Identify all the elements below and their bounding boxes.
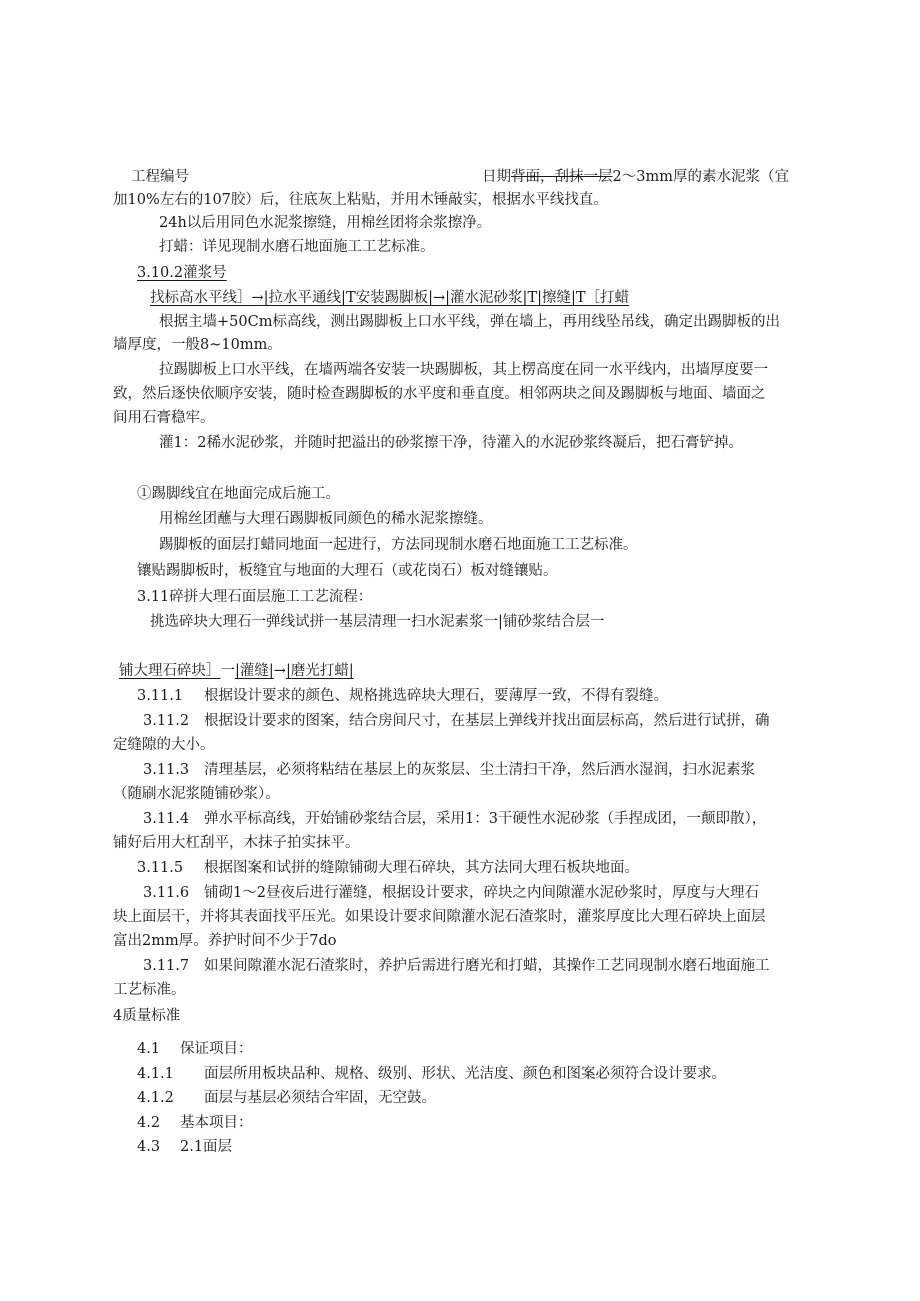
item-text: 根据设计要求的颜色、规格挑选碎块大理石，要薄厚一致，不得有裂缝。 xyxy=(204,688,668,704)
item-text: 定缝隙的大小。 xyxy=(113,737,215,753)
quality-item-number: 4.1 xyxy=(137,1041,161,1057)
paragraph-line: 24h以后用同色水泥浆擦缝，用棉丝团将余浆擦净。 xyxy=(159,215,492,231)
item-text: 块上面层干，并将其表面找平压光。如果设计要求间隙灌水泥石渣浆时，灌浆厚度比大理石碎块上面层 xyxy=(113,909,766,925)
section-heading-4: 4质量标准 xyxy=(113,1008,181,1024)
quality-item-text: 2.1面层 xyxy=(180,1139,233,1155)
section-heading-3-11: 3.11碎拼大理石面层施工工艺流程： xyxy=(137,589,373,605)
note-line: 镶贴踢脚板时，板缝宜与地面的大理石（或花岗石）板对缝镶贴。 xyxy=(137,563,558,579)
date-and-text-line xyxy=(482,170,789,185)
paragraph-line: 根据主墙+50Cm标高线，测出踢脚板上口水平线，弹在墙上，再用线坠吊线，确定出踢脚板的出 xyxy=(159,314,780,330)
item-number: 3.11.1 xyxy=(137,688,184,704)
quality-item-text: 保证项目： xyxy=(180,1041,253,1057)
item-text: （随刷水泥浆随铺砂浆）。 xyxy=(113,786,280,802)
quality-item-number: 4.2 xyxy=(137,1115,161,1131)
quality-item-number: 4.1.2 xyxy=(137,1090,174,1106)
flow-step: |拉水平通线| xyxy=(263,290,346,306)
item-text: 富出2mm厚。养护时间不少于7do xyxy=(113,933,337,949)
paragraph-line: 致，然后逐快依顺序安装，随时检查踢脚板的水平度和垂直度。相邻两块之间及踢脚板与地面、墙面之 xyxy=(113,386,766,402)
note-line: ①踢脚线宜在地面完成后施工。 xyxy=(137,486,340,502)
item-text: 根据设计要求的图案，结合房间尺寸，在基层上弹线并找出面层标高，然后进行试拼，确 xyxy=(204,713,770,729)
item-number: 3.11.3 xyxy=(143,762,190,778)
flow-arrow: 一 xyxy=(220,663,235,679)
line1-rest: 2～3mm厚的素水泥浆（宜 xyxy=(612,169,789,185)
item-text: 弹水平标高线，开始铺砂浆结合层，采用1：3干硬性水泥砂浆（手捏成团，一颠即散）， xyxy=(204,811,767,827)
item-text: 清理基层，必须将粘结在基层上的灰浆层、尘土清扫干净，然后洒水湿润，扫水泥素浆 xyxy=(204,762,755,778)
quality-item-number: 4.1.1 xyxy=(137,1066,174,1082)
struck-text: 背面，刮抹一层 xyxy=(511,169,613,185)
flow-step: |灌水泥砂浆| xyxy=(445,290,528,306)
paragraph-line: 加10%左右的107胶）后，往底灰上粘贴，并用木锤敲实，根据水平线找直。 xyxy=(113,192,608,208)
paragraph-line: 间用石膏稳牢。 xyxy=(113,410,215,426)
flow-step: 找标高水平线］→ xyxy=(150,290,264,306)
flow-step: |灌缝| xyxy=(235,663,274,679)
paragraph-line: 打蜡：详见现制水磨石地面施工工艺标准。 xyxy=(159,239,435,255)
process-flow-3-11-line2 xyxy=(119,664,354,679)
process-flow-3-11-line1: 挑选碎块大理石一弹线试拼一基层清理一扫水泥素浆一|铺砂浆结合层一 xyxy=(150,614,605,630)
item-text: 工艺标准。 xyxy=(113,982,186,998)
paragraph-line: 灌1：2稀水泥砂浆，并随时把溢出的砂浆擦干净，待灌入的水泥砂浆终凝后，把石膏铲掉。 xyxy=(159,435,743,451)
quality-item-text: 面层与基层必须结合牢固，无空鼓。 xyxy=(204,1090,436,1106)
item-number: 3.11.2 xyxy=(143,713,190,729)
note-line: 踢脚板的面层打蜡同地面一起进行，方法同现制水磨石地面施工工艺标准。 xyxy=(159,537,638,553)
item-number: 3.11.7 xyxy=(143,958,190,974)
quality-item-text: 基本项目： xyxy=(180,1115,253,1131)
item-text: 铺好后用大杠刮平，木抹子拍实抹平。 xyxy=(113,835,360,851)
paragraph-line: 墙厚度，一般8~10mm。 xyxy=(113,337,282,353)
item-number: 3.11.4 xyxy=(143,811,190,827)
flow-step: T安装踢脚板|→ xyxy=(345,290,446,306)
flow-arrow: → xyxy=(273,663,286,679)
quality-item-number: 4.3 xyxy=(137,1139,161,1155)
item-text: 如果间隙灌水泥石渣浆时，养护后需进行磨光和打蜡，其操作工艺同现制水磨石地面施工 xyxy=(204,958,770,974)
item-number: 3.11.5 xyxy=(137,860,184,876)
flow-step: |磨光打蜡| xyxy=(285,663,354,679)
section-heading-3-10-2: 3.10.2灌浆号 xyxy=(137,265,227,281)
project-number-label: 工程编号 xyxy=(131,169,189,185)
flow-step: T|擦缝|T［打蜡 xyxy=(527,290,630,306)
item-text: 铺砌1～2昼夜后进行灌缝，根据设计要求，碎块之内间隙灌水泥砂浆时，厚度与大理石 xyxy=(204,885,759,901)
date-label: 日期 xyxy=(482,169,511,185)
flow-step: 铺大理石碎块］ xyxy=(119,663,221,679)
item-number: 3.11.6 xyxy=(143,885,190,901)
process-flow-3-10-2 xyxy=(150,291,629,306)
item-text: 根据图案和试拼的缝隙铺砌大理石碎块，其方法同大理石板块地面。 xyxy=(204,860,639,876)
quality-item-text: 面层所用板块品种、规格、级别、形状、光洁度、颜色和图案必须符合设计要求。 xyxy=(204,1066,726,1082)
note-line: 用棉丝团蘸与大理石踢脚板同颜色的稀水泥浆擦缝。 xyxy=(159,511,493,527)
paragraph-line: 拉踢脚板上口水平线，在墙两端各安装一块踢脚板，其上楞高度在同一水平线内，出墙厚度要一 xyxy=(159,362,768,378)
